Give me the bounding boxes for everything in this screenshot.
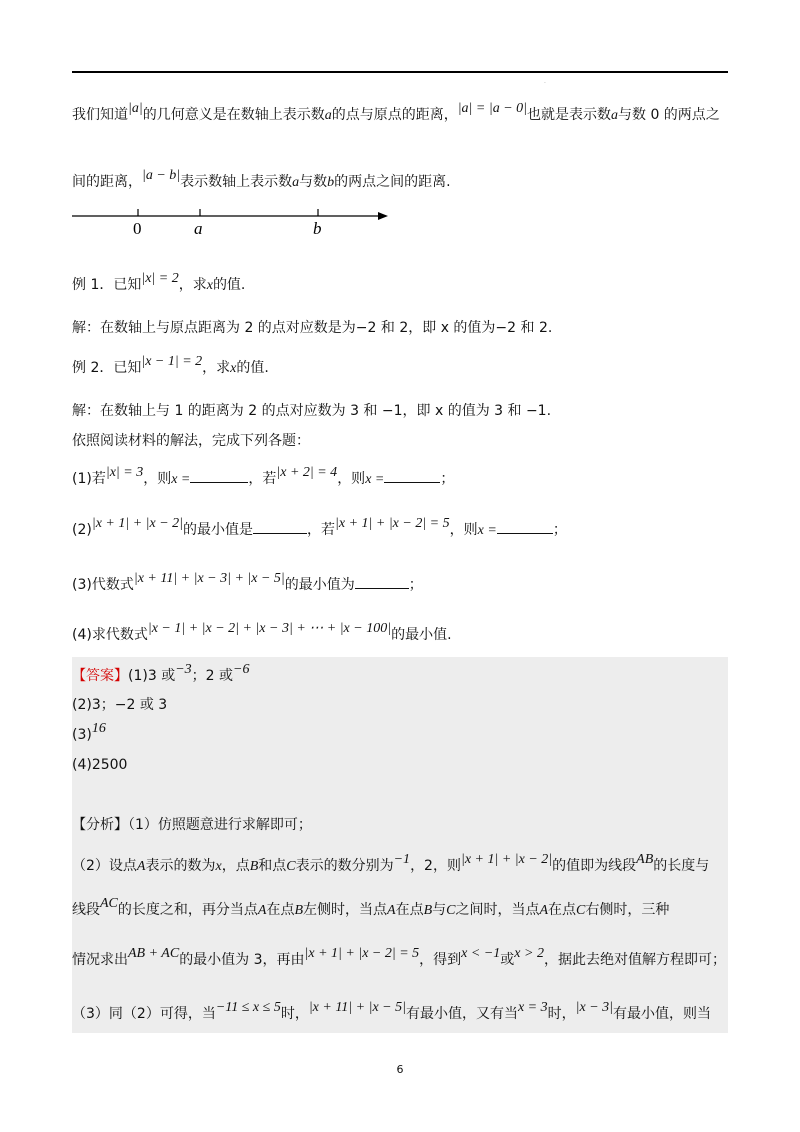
math-value: 16 — [91, 721, 106, 736]
analysis-3 — [72, 896, 728, 921]
text: ，则 — [143, 471, 172, 487]
math-value: −1 — [393, 852, 411, 867]
text: ，点 — [221, 858, 250, 874]
text: 有最小值，则当 — [612, 1006, 711, 1022]
math-expression: |x + 11| + |x − 5| — [308, 1000, 406, 1015]
text: 和点 — [258, 858, 287, 874]
math-abs-a-b: |a − b| — [142, 168, 181, 183]
text: 右侧时，三种 — [585, 902, 670, 918]
question-3 — [72, 571, 728, 596]
text: 的两点之间的距离. — [334, 174, 451, 190]
text: 的最小值为 — [284, 577, 355, 593]
math-var: a — [611, 108, 618, 123]
label-0: 0 — [133, 219, 142, 238]
text: ，则 — [337, 471, 366, 487]
math-expression: |x + 1| + |x − 2| — [91, 516, 184, 531]
text: 的长度与 — [653, 858, 710, 874]
text: （1）仿照题意进行求解即可； — [128, 817, 312, 833]
answer-blank[interactable] — [253, 521, 307, 534]
math-var: B — [294, 903, 304, 918]
text: ，若 — [248, 471, 277, 487]
math-expression: AB + AC — [128, 946, 180, 961]
math-var: x = — [171, 472, 191, 487]
text: 我们知道 — [72, 107, 128, 123]
text: 的值. — [236, 360, 269, 376]
text: (1)3 或 — [128, 668, 176, 684]
text: 线段 — [72, 902, 100, 918]
header-dot: · — [544, 80, 546, 87]
math-var: C — [576, 903, 586, 918]
header-rule — [72, 71, 728, 73]
answer-1 — [72, 662, 728, 687]
intro-line-2 — [72, 168, 728, 193]
math-expression: |x + 11| + |x − 3| + |x − 5| — [133, 571, 285, 586]
text: (4)求代数式 — [72, 627, 148, 643]
math-var: x = — [477, 523, 497, 538]
math-value: −6 — [233, 662, 250, 677]
text: 间的距离， — [72, 174, 142, 190]
math-equation: |x + 1| + |x − 2| = 5 — [304, 946, 420, 961]
label-a: a — [194, 219, 203, 238]
text: ，则 — [449, 522, 478, 538]
text: (3)代数式 — [72, 577, 134, 593]
text: 与数 — [299, 174, 328, 190]
text: ； — [408, 577, 423, 593]
math-var: B — [423, 903, 433, 918]
text: −2 或 3 — [114, 697, 168, 713]
question-4 — [72, 621, 728, 646]
math-value: −3 — [175, 662, 192, 677]
answer-blank[interactable] — [384, 470, 440, 483]
math-equation: |x − 1| = 2 — [141, 354, 203, 369]
math-var: x — [230, 361, 237, 376]
text: ，求 — [178, 277, 207, 293]
text: ；2 或 — [191, 668, 234, 684]
answer-3 — [72, 721, 728, 746]
text: 在点 — [395, 902, 424, 918]
text: 例 1．已知 — [72, 277, 142, 293]
text: 与 — [432, 902, 447, 918]
text: （3）同（2）可得，当 — [72, 1006, 216, 1022]
text: 例 2．已知 — [72, 360, 142, 376]
text: ，据此去绝对值解方程即可； — [543, 952, 726, 968]
question-2 — [72, 516, 728, 541]
arrow-head — [378, 212, 388, 220]
analysis-tag: 【分析】 — [72, 817, 128, 833]
text: (1)若 — [72, 471, 106, 487]
page-number: 6 — [396, 1063, 404, 1076]
text: 左侧时，当点 — [303, 902, 388, 918]
text: 的几何意义是在数轴上表示数 — [142, 107, 325, 123]
math-segment: AC — [100, 896, 118, 911]
label-b: b — [313, 219, 322, 238]
answer-4: (4)2500 — [72, 757, 128, 773]
solution-1: 解：在数轴上与原点距离为 2 的点对应数是为−2 和 2，即 x 的值为−2 和 2. — [72, 320, 553, 336]
text: ，得到 — [419, 952, 462, 968]
text: 有最小值，又有当 — [405, 1006, 518, 1022]
math-var: B — [249, 859, 259, 874]
math-equation: |x| = 3 — [105, 465, 144, 480]
math-equation: |x + 1| + |x − 2| = 5 — [335, 516, 450, 531]
answer-2 — [72, 695, 728, 715]
text: 的最小值. — [391, 627, 452, 643]
text: 时， — [547, 1006, 576, 1022]
text: (2)3； — [72, 697, 115, 713]
question-1 — [72, 465, 728, 490]
example-1 — [72, 271, 728, 296]
math-var: a — [324, 108, 332, 123]
math-expression: |x + 1| + |x − 2| — [460, 852, 553, 867]
text: 的最小值为 3，再由 — [179, 952, 305, 968]
text: ，求 — [202, 360, 231, 376]
text: 的长度之和，再分当点 — [117, 902, 258, 918]
math-equation: |x + 2| = 4 — [276, 465, 338, 480]
math-var: x — [206, 278, 213, 293]
text: 表示的数为 — [145, 858, 216, 874]
text: （2）设点 — [72, 858, 137, 874]
example-2 — [72, 354, 728, 379]
number-line — [72, 204, 402, 240]
text: 在点 — [266, 902, 295, 918]
text: 也就是表示数 — [527, 107, 611, 123]
text: 表示的数分别为 — [295, 858, 394, 874]
answer-blank[interactable] — [497, 521, 553, 534]
text: 的值. — [212, 277, 246, 293]
math-segment: AB — [636, 852, 654, 867]
math-equation: |x| = 2 — [141, 271, 179, 286]
solution-2: 解：在数轴上与 1 的距离为 2 的点对应数为 3 和 −1，即 x 的值为 3 和 −1. — [72, 403, 552, 419]
text: (2) — [72, 522, 92, 538]
math-var: C — [446, 903, 456, 918]
analysis-2 — [72, 852, 728, 877]
instruction: 依照阅读材料的解法，完成下列各题： — [72, 433, 310, 449]
answer-blank[interactable] — [190, 470, 248, 483]
math-var: A — [539, 903, 549, 918]
math-inequality: x < −1 — [461, 946, 501, 961]
math-var: a — [292, 175, 300, 190]
text: 表示数轴上表示数 — [180, 174, 293, 190]
text: 的最小值是 — [183, 522, 254, 538]
text: 之间时，当点 — [455, 902, 540, 918]
text: 或 — [500, 952, 515, 968]
text: ； — [440, 471, 455, 487]
analysis-5 — [72, 1000, 728, 1025]
text: 情况求出 — [72, 952, 128, 968]
answer-blank[interactable] — [355, 576, 409, 589]
math-abs-a: |a| — [128, 101, 143, 116]
math-expression: |x − 1| + |x − 2| + |x − 3| + ⋯ + |x − 100| — [147, 621, 392, 636]
text: 在点 — [548, 902, 577, 918]
analysis-1 — [72, 815, 728, 835]
text: ，若 — [307, 522, 336, 538]
math-inequality: −11 ≤ x ≤ 5 — [215, 1000, 281, 1015]
text: 与数 0 的两点之 — [618, 107, 720, 123]
math-var: x = — [365, 472, 385, 487]
math-var: b — [327, 175, 335, 190]
intro-line-1 — [72, 101, 728, 126]
text: 的值即为线段 — [552, 858, 637, 874]
text: ，2，则 — [410, 858, 461, 874]
math-equation: x = 3 — [517, 1000, 548, 1015]
analysis-4 — [72, 946, 728, 971]
text: ； — [552, 522, 567, 538]
math-var: C — [286, 859, 296, 874]
answer-tag: 【答案】 — [72, 668, 128, 684]
text: (3) — [72, 727, 92, 743]
text: 的点与原点的距离， — [331, 107, 458, 123]
math-var: x — [215, 859, 222, 874]
math-var: A — [387, 903, 396, 918]
math-equation: |a| = |a − 0| — [457, 101, 527, 116]
math-inequality: x > 2 — [514, 946, 544, 961]
text: 时， — [280, 1006, 309, 1022]
math-var: A — [257, 903, 267, 918]
math-expression: |x − 3| — [575, 1000, 613, 1015]
math-var: A — [136, 859, 146, 874]
